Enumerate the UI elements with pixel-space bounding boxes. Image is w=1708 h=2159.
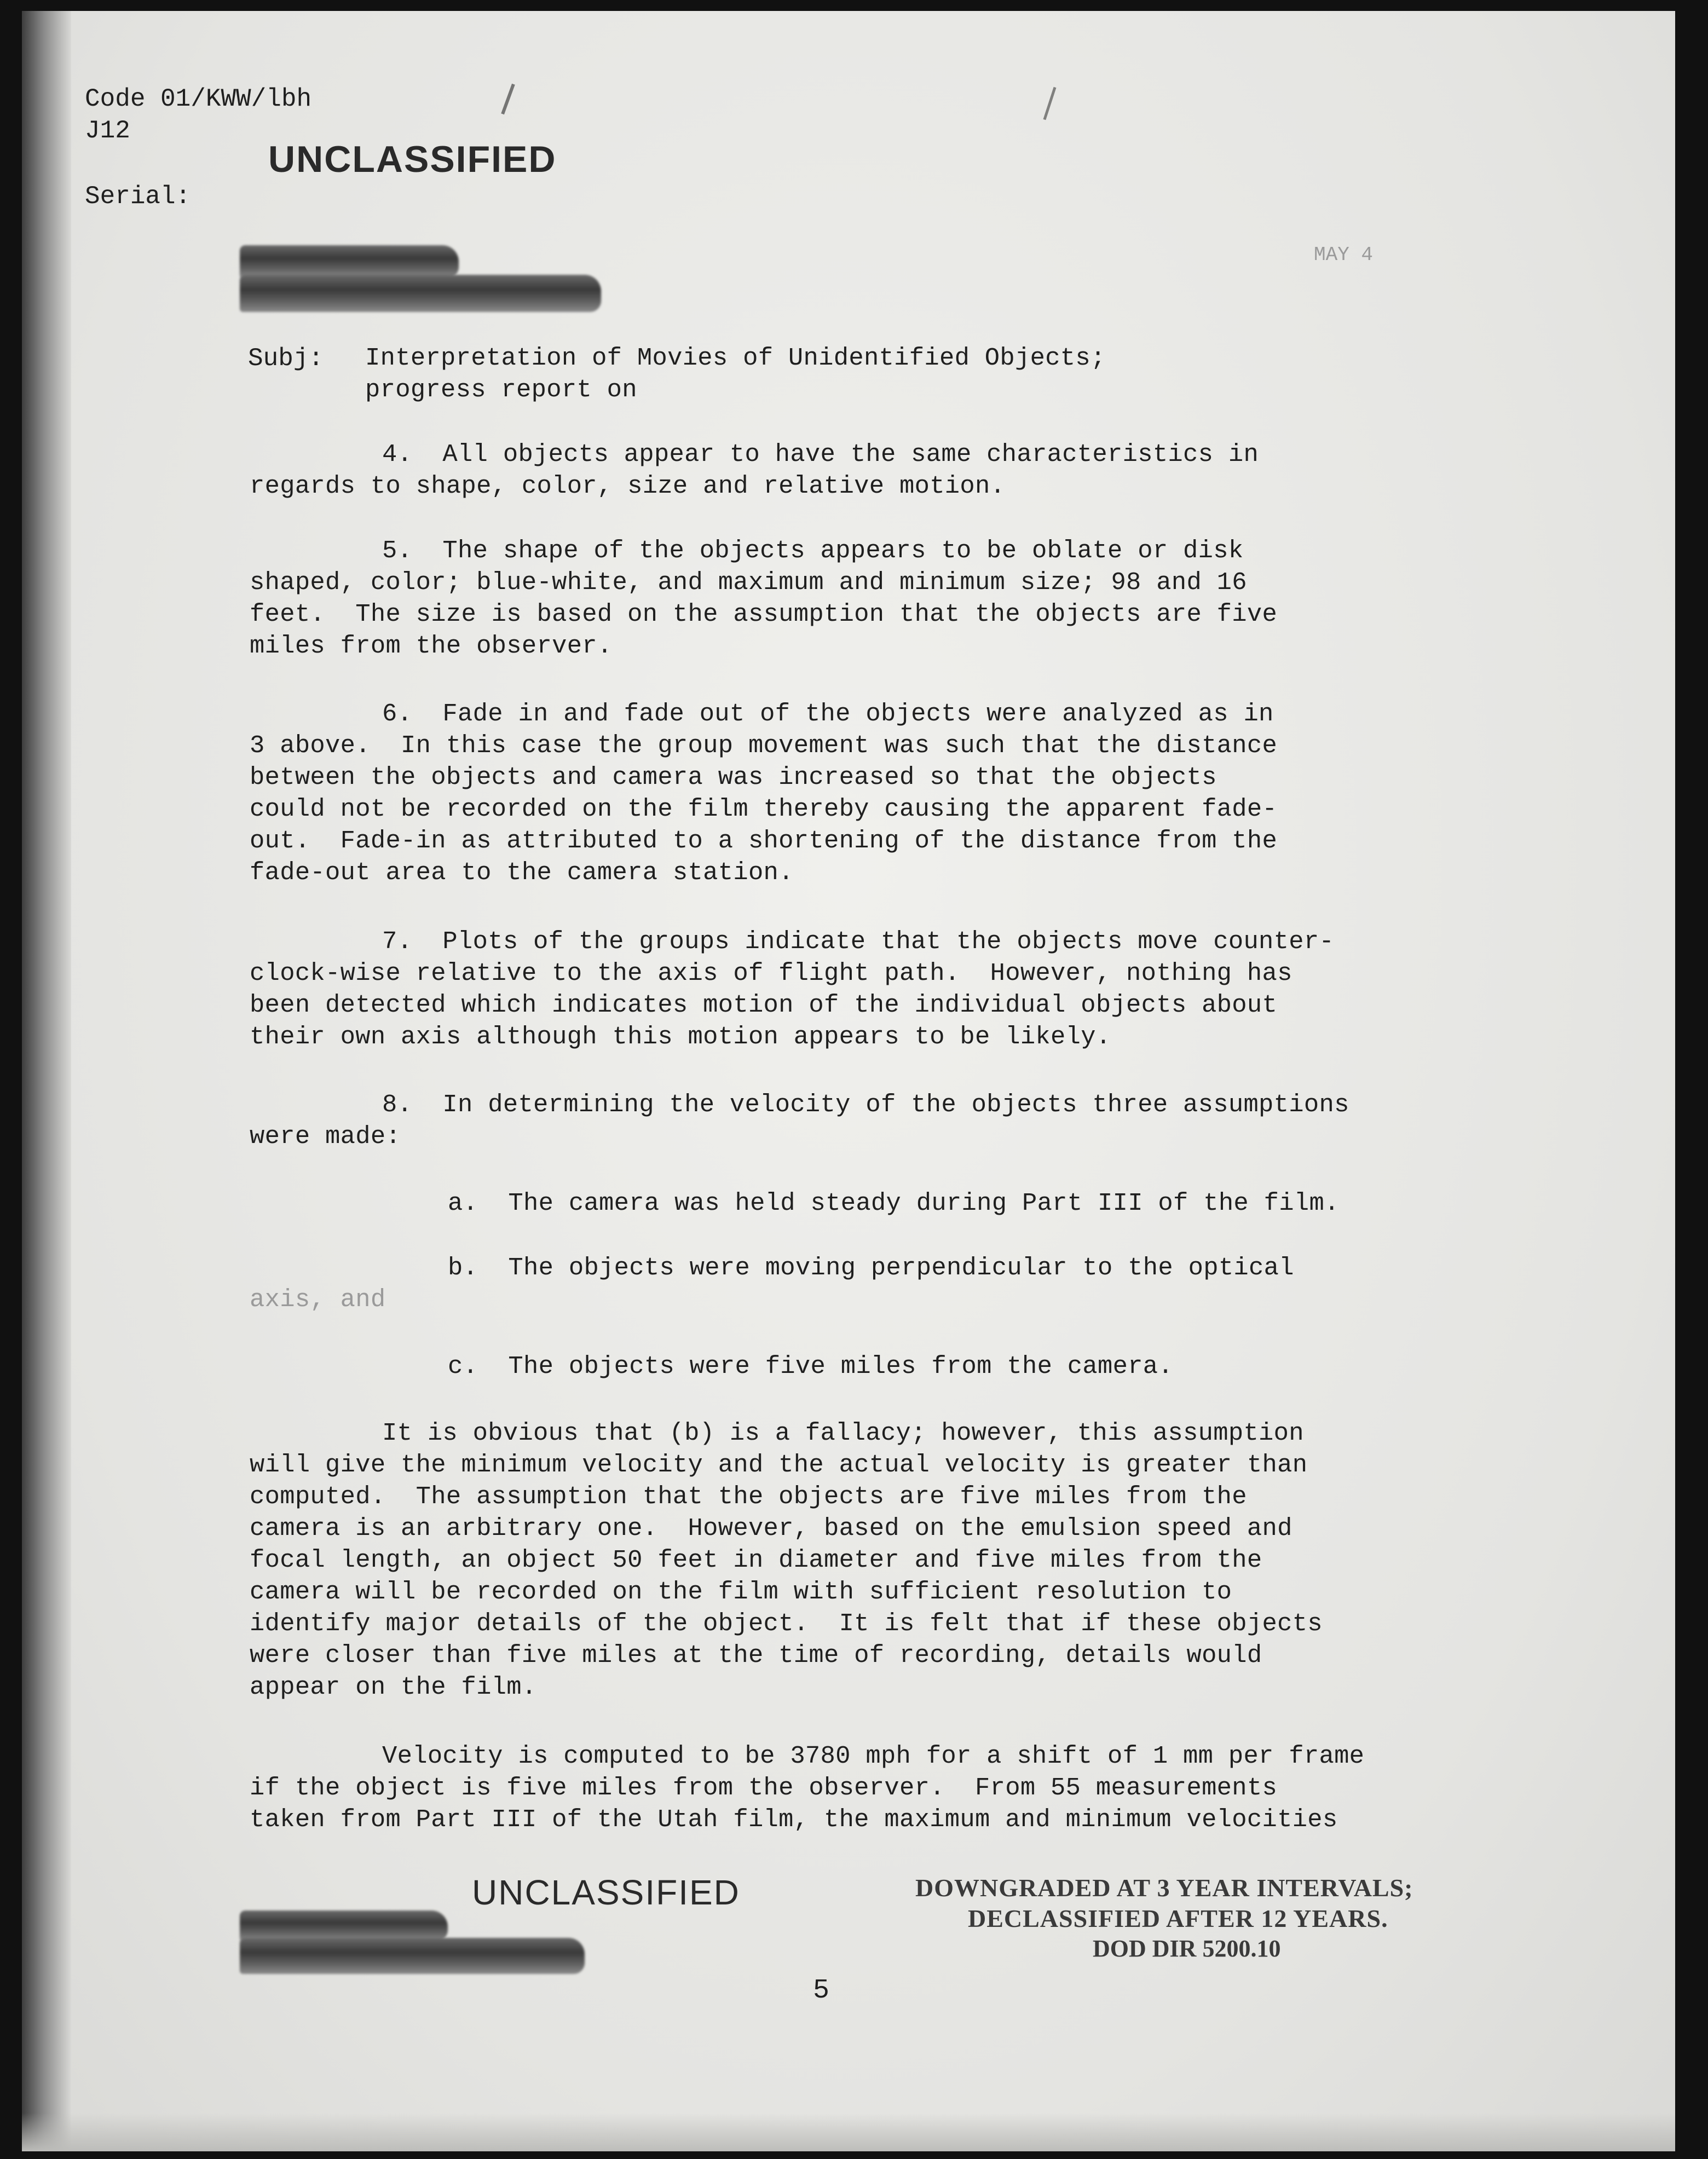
page-shadow-bottom <box>22 2113 1675 2151</box>
assumption-c: c. The objects were five miles from the camera. <box>448 1352 1174 1381</box>
subject-line-1: Interpretation of Movies of Unidentified Objects; <box>365 344 1106 372</box>
subject-line-2: progress report on <box>365 376 637 404</box>
body-line: feet. The size is based on the assumption that the objects are five <box>250 600 1278 628</box>
body-line: camera is an arbitrary one. However, based on the emulsion speed and <box>250 1514 1292 1543</box>
downgrade-notice-line-1: DOWNGRADED AT 3 YEAR INTERVALS; <box>915 1874 1413 1902</box>
body-line: 6. Fade in and fade out of the objects were analyzed as in <box>382 700 1274 728</box>
body-line: focal length, an object 50 feet in diameter and five miles from the <box>250 1546 1262 1574</box>
body-line: if the object is five miles from the observer. From 55 measurements <box>250 1774 1278 1802</box>
classification-stamp-top: UNCLASSIFIED <box>268 138 557 180</box>
downgrade-notice-line-3: DOD DIR 5200.10 <box>1093 1935 1281 1962</box>
body-line: 3 above. In this case the group movement was such that the distance <box>250 731 1278 760</box>
header-code: Code 01/KWW/lbh <box>85 85 312 113</box>
redaction-top-1 <box>240 245 459 278</box>
body-line: Velocity is computed to be 3780 mph for a shift of 1 mm per frame <box>382 1742 1365 1770</box>
page-number: 5 <box>813 1975 830 2006</box>
body-line: regards to shape, color, size and relative motion. <box>250 472 1006 500</box>
assumption-b: b. The objects were moving perpendicular to the optical <box>448 1254 1294 1282</box>
body-line: camera will be recorded on the film with sufficient resolution to <box>250 1578 1232 1606</box>
body-line: identify major details of the object. It is felt that if these objects <box>250 1609 1323 1638</box>
classification-stamp-bottom: UNCLASSIFIED <box>472 1873 740 1912</box>
body-line: clock-wise relative to the axis of flight path. However, nothing has <box>250 959 1292 988</box>
redaction-top-2 <box>240 275 601 312</box>
body-line: computed. The assumption that the objects are five miles from the <box>250 1482 1247 1511</box>
body-line: 5. The shape of the objects appears to be oblate or disk <box>382 536 1244 565</box>
assumption-b-continued: axis, and <box>250 1285 386 1314</box>
body-line: It is obvious that (b) is a fallacy; however, this assumption <box>382 1419 1304 1447</box>
body-line: were made: <box>250 1122 401 1151</box>
body-line: fade-out area to the camera station. <box>250 858 794 887</box>
downgrade-notice-line-2: DECLASSIFIED AFTER 12 YEARS. <box>968 1904 1388 1932</box>
body-line: out. Fade-in as attributed to a shortening of the distance from the <box>250 827 1278 855</box>
body-line: 4. All objects appear to have the same characteristics in <box>382 440 1259 469</box>
body-line: 8. In determining the velocity of the objects three assumptions <box>382 1090 1349 1119</box>
subject-label: Subj: <box>248 344 324 373</box>
body-line: will give the minimum velocity and the actual velocity is greater than <box>250 1451 1308 1479</box>
header-date-partial: MAY 4 <box>1314 244 1374 266</box>
header-serial-label: Serial: <box>85 182 191 211</box>
assumption-a: a. The camera was held steady during Part III of the film. <box>448 1189 1340 1217</box>
body-line: 7. Plots of the groups indicate that the objects move counter- <box>382 927 1335 956</box>
redaction-bottom-1 <box>240 1910 448 1941</box>
body-line: shaped, color; blue-white, and maximum and minimum size; 98 and 16 <box>250 568 1247 597</box>
body-line: taken from Part III of the Utah film, the maximum and minimum velocities <box>250 1805 1338 1834</box>
body-line: been detected which indicates motion of the individual objects about <box>250 991 1278 1019</box>
header-file-ref: J12 <box>85 117 130 145</box>
body-line: were closer than five miles at the time of recording, details would <box>250 1641 1262 1670</box>
body-line: appear on the film. <box>250 1673 537 1701</box>
body-line: miles from the observer. <box>250 632 613 660</box>
redaction-bottom-2 <box>240 1938 585 1974</box>
body-line: their own axis although this motion appears to be likely. <box>250 1023 1111 1051</box>
body-line: could not be recorded on the film thereby causing the apparent fade- <box>250 795 1278 823</box>
body-line: between the objects and camera was increased so that the objects <box>250 763 1217 792</box>
page-shadow-left <box>22 11 71 2151</box>
